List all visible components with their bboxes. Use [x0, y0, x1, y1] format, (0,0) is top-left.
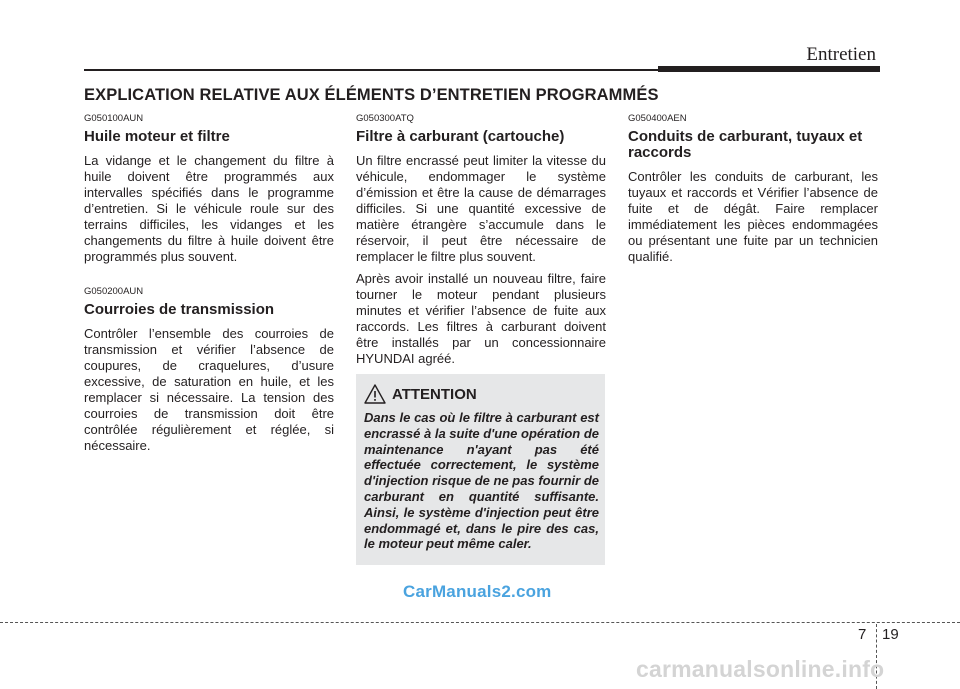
header-rule — [84, 69, 658, 71]
warning-box — [356, 374, 605, 565]
warning-text: Dans le cas où le filtre à carburant est encrassé à la suite d'une opération de maintenance n'ayant pas été effectuée correctement, le système d'injection risque de ne pas fournir de carburant en quantité suffisante. Ainsi, le système d'injection peut être endommagé et, dans le pire des cas, le moteur peut même caler. — [364, 410, 600, 552]
section-heading: EXPLICATION RELATIVE AUX ÉLÉMENTS D’ENTRETIEN PROGRAMMÉS — [84, 86, 659, 104]
column-3 — [628, 113, 878, 265]
page-number: 19 — [882, 626, 899, 643]
section-body-fuel-lines: Contrôler les conduits de carburant, les tuyaux et raccords et Vérifier l’absence de fuite et de dégât. Faire remplacer immédiatement les pièces endommagées ou présentant une fuite par un technicien qualifié. — [628, 169, 878, 264]
section-title-belts: Courroies de transmission — [84, 301, 275, 318]
section-title-oil: Huile moteur et filtre — [84, 128, 230, 145]
section-title-fuel-lines: Conduits de carburant, tuyaux et raccords — [628, 128, 863, 161]
warning-triangle-icon — [364, 384, 386, 404]
footer-watermark[interactable]: carmanualsonline.info — [636, 656, 885, 682]
section-code: G050300ATQ — [356, 113, 414, 124]
column-2 — [356, 113, 606, 367]
watermark-link[interactable]: CarManuals2.com — [403, 582, 552, 601]
section-body-oil: La vidange et le changement du filtre à huile doivent être programmés aux intervalles spécifiés dans le programme d’entretien. Si le véhicule roule sur des terrains difficiles, les vidanges et les changements du filtre à huile doivent être programmés plus souvent. — [84, 153, 334, 264]
section-body-fuel-filter-1: Un filtre encrassé peut limiter la vitesse du véhicule, endommager le système d’émission et être la cause de démarrages difficiles. Si une quantité excessive de matière étrangère s’accumule dans le réservoir, il peut être nécessaire de remplacer le filtre plus souvent. — [356, 153, 606, 264]
header-bar — [658, 66, 880, 72]
page-chapter-number: 7 — [858, 626, 867, 643]
warning-label: ATTENTION — [392, 385, 477, 403]
section-body-fuel-filter-2: Après avoir installé un nouveau filtre, faire tourner le moteur pendant plusieurs minutes et vérifier l’absence de fuite aux raccords. Les filtres à carburant doivent être installés par un concessionnaire HYUNDAI agréé. — [356, 271, 606, 366]
warning-header — [364, 382, 599, 406]
column-1 — [84, 113, 334, 454]
footer-rule — [0, 622, 960, 623]
section-code: G050100AUN — [84, 113, 144, 124]
section-code: G050200AUN — [84, 286, 144, 297]
chapter-title: Entretien — [806, 44, 876, 65]
section-title-fuel-filter: Filtre à carburant (cartouche) — [356, 128, 565, 145]
section-body-belts: Contrôler l’ensemble des courroies de transmission et vérifier l’absence de coupures, de craquelures, d’usure excessive, de saturation en huile, et les remplacer si nécessaire. La tension des courroies de transmission doit être contrôlée régulièrement et réglée, si nécessaire. — [84, 326, 334, 453]
section-code: G050400AEN — [628, 113, 687, 124]
